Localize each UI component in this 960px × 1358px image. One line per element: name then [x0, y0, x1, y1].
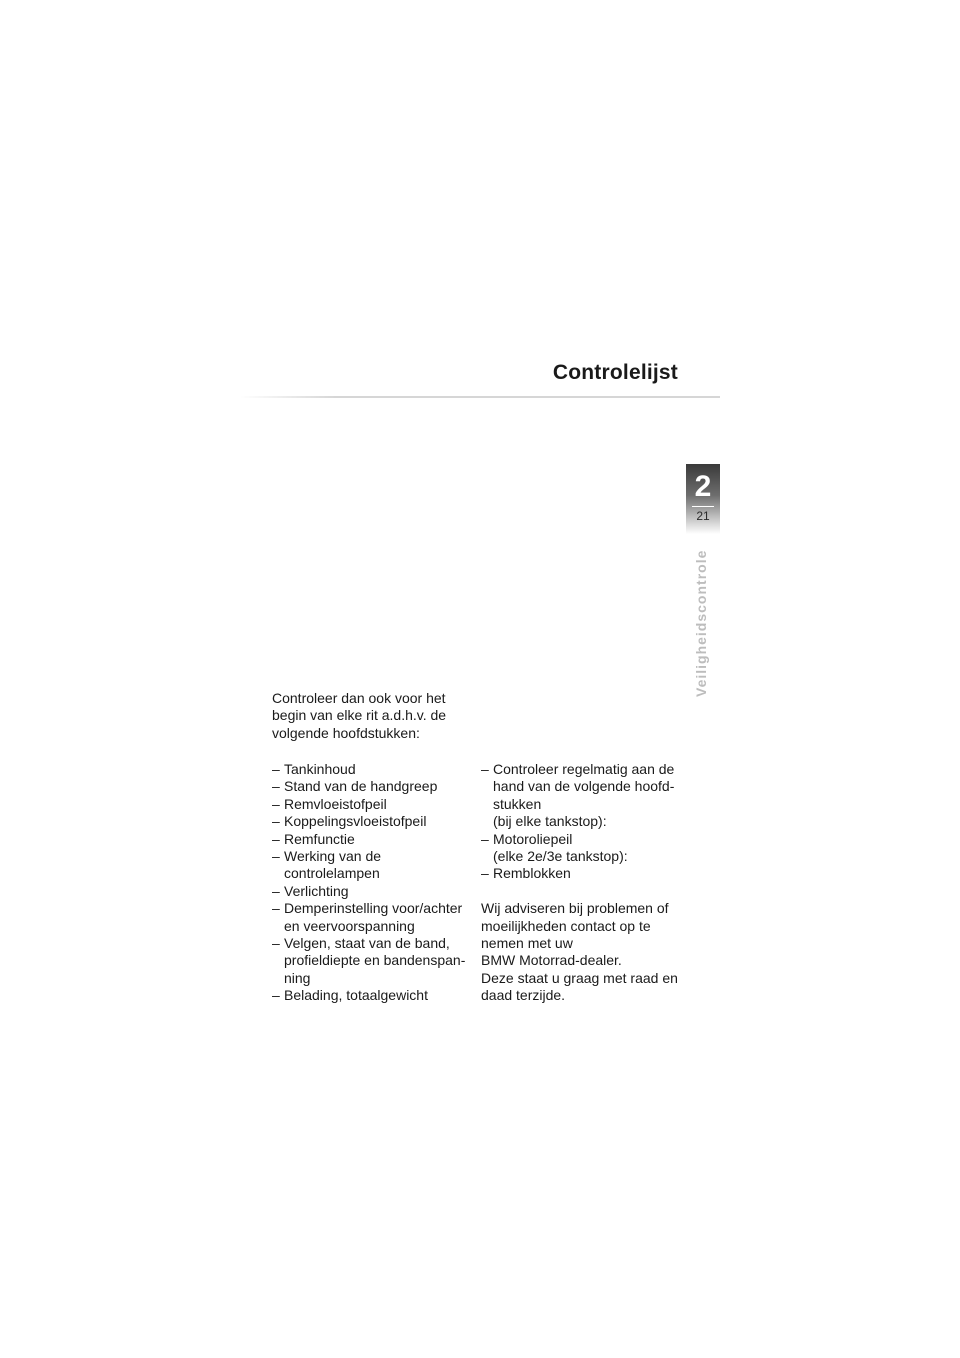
list-item [272, 848, 477, 883]
chapter-number: 2 [694, 470, 712, 503]
dealer-note [481, 900, 701, 1004]
item-line: Controleer regelmatig aan de [493, 761, 675, 777]
list-item [272, 761, 477, 778]
item-line: Tankinhoud [284, 761, 356, 777]
intro-line: volgende hoofdstukken: [272, 724, 420, 741]
list-item [272, 935, 477, 987]
item-line: profieldiepte en bandenspan- [284, 952, 466, 969]
list-item [481, 865, 701, 882]
item-line: Velgen, staat van de band, [284, 935, 450, 952]
item-line: Belading, totaalgewicht [284, 987, 428, 1004]
page-number: 21 [696, 509, 710, 523]
note-line: daad terzijde. [481, 987, 566, 1004]
list-item [272, 831, 477, 848]
list-item [272, 883, 477, 900]
intro-line: begin van elke rit a.d.h.v. de [272, 707, 447, 724]
item-line: Demperinstelling voor/achter [284, 900, 463, 917]
item-line: Remvloeistofpeil [284, 795, 387, 812]
item-line: ning [284, 969, 311, 986]
intro-line: Controleer dan ook voor het [272, 690, 446, 706]
list-item [272, 796, 477, 813]
chapter-tab [686, 464, 720, 534]
item-line: controlelampen [284, 865, 380, 882]
item-line: Remblokken [493, 865, 571, 882]
checklist-left [272, 761, 477, 1005]
item-line: Motoroliepeil [493, 830, 573, 847]
item-line: stukken [493, 795, 542, 812]
title-divider [240, 396, 720, 398]
item-line: (bij elke tankstop): [493, 813, 607, 830]
note-line: Deze staat u graag met raad en [481, 969, 678, 986]
chapter-separator [692, 506, 714, 507]
checklist-right [481, 761, 701, 883]
item-line: en veervoorspanning [284, 917, 415, 934]
list-item [272, 987, 477, 1004]
left-column [272, 761, 477, 1005]
item-line: hand van de volgende hoofd- [493, 778, 675, 795]
item-line: (elke 2e/3e tankstop): [493, 848, 628, 865]
item-line: Koppelingsvloeistofpeil [284, 813, 427, 830]
list-item [481, 831, 701, 866]
note-line: nemen met uw [481, 935, 573, 952]
list-item [272, 778, 477, 795]
item-line: Werking van de [284, 848, 382, 865]
right-column [481, 761, 701, 1005]
item-line: Remfunctie [284, 830, 355, 847]
list-item [272, 813, 477, 830]
page-title: Controlelijst [552, 361, 678, 384]
list-item [481, 761, 701, 831]
note-line: BMW Motorrad-dealer. [481, 952, 622, 969]
note-line: moeilijkheden contact op te [481, 917, 651, 934]
note-line: Wij adviseren bij problemen of [481, 900, 669, 917]
list-item [272, 900, 477, 935]
item-line: Verlichting [284, 882, 349, 899]
intro-paragraph [272, 690, 472, 742]
section-label: Veiligheidscontrole [693, 549, 709, 697]
item-line: Stand van de handgreep [284, 778, 438, 795]
